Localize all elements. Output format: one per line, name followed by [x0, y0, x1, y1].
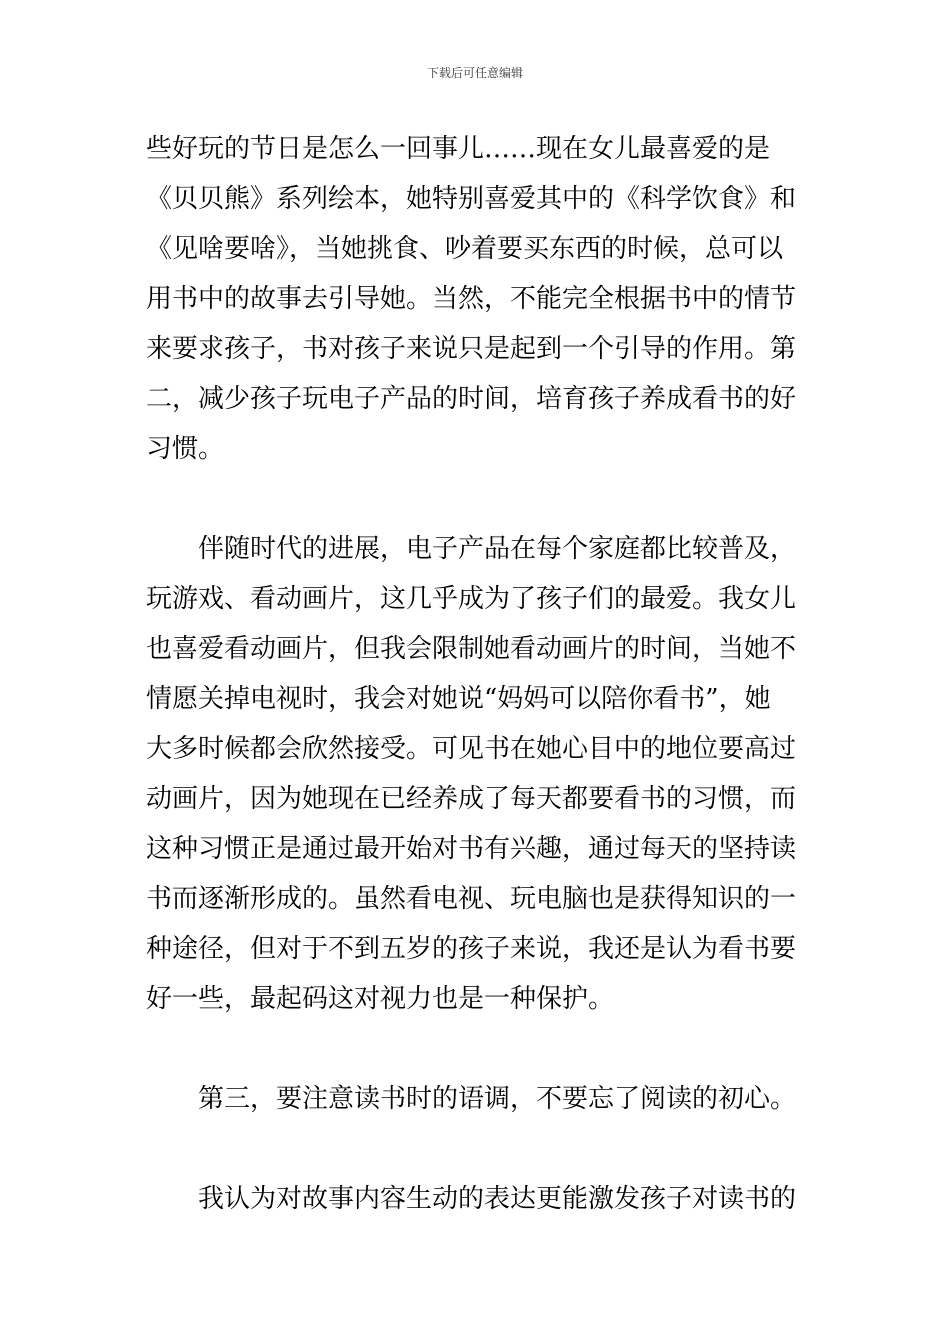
paragraph-gap	[146, 1024, 810, 1074]
text-line: 书而逐渐形成的。虽然看电视、玩电脑也是获得知识的一	[146, 884, 797, 914]
text-line: 玩游戏、看动画片，这几乎成为了孩子们的最爱。我女儿	[146, 584, 797, 614]
text-line: 来要求孩子，书对孩子来说只是起到一个引导的作用。第	[146, 334, 797, 364]
text-line: 情愿关掉电视时，我会对她说“妈妈可以陪你看书”，她	[146, 684, 771, 714]
text-line: 第三，要注意读书时的语调，不要忘了阅读的初心。	[198, 1084, 797, 1114]
paragraph-gap	[146, 1124, 810, 1174]
text-line: 我认为对故事内容生动的表达更能激发孩子对读书的	[198, 1184, 797, 1214]
text-line: 《见啥要啥》，当她挑食、吵着要买东西的时候，总可以	[146, 234, 784, 264]
text-line: 种途径，但对于不到五岁的孩子来说，我还是认为看书要	[146, 934, 797, 964]
paragraph	[146, 1074, 810, 1124]
paragraph	[146, 1174, 810, 1224]
page-header: 下载后可任意编辑	[426, 66, 523, 80]
text-line: 《贝贝熊》系列绘本，她特别喜爱其中的《科学饮食》和	[146, 184, 797, 214]
text-line: 二，减少孩子玩电子产品的时间，培育孩子养成看书的好	[146, 384, 797, 414]
paragraph	[146, 124, 810, 474]
text-line: 也喜爱看动画片，但我会限制她看动画片的时间，当她不	[146, 634, 797, 664]
paragraph-gap	[146, 474, 810, 524]
text-line: 动画片，因为她现在已经养成了每天都要看书的习惯，而	[146, 784, 797, 814]
text-line: 习惯。	[146, 434, 225, 464]
paragraph	[146, 524, 810, 1024]
document-body	[146, 124, 810, 1224]
text-line: 些好玩的节日是怎么一回事儿……现在女儿最喜爱的是	[146, 134, 771, 164]
text-line: 伴随时代的进展，电子产品在每个家庭都比较普及，	[198, 534, 797, 564]
text-line: 这种习惯正是通过最开始对书有兴趣，通过每天的坚持读	[146, 834, 797, 864]
text-line: 用书中的故事去引导她。当然，不能完全根据书中的情节	[146, 284, 797, 314]
text-line: 大多时候都会欣然接受。可见书在她心目中的地位要高过	[146, 734, 797, 764]
text-line: 好一些，最起码这对视力也是一种保护。	[146, 984, 615, 1014]
